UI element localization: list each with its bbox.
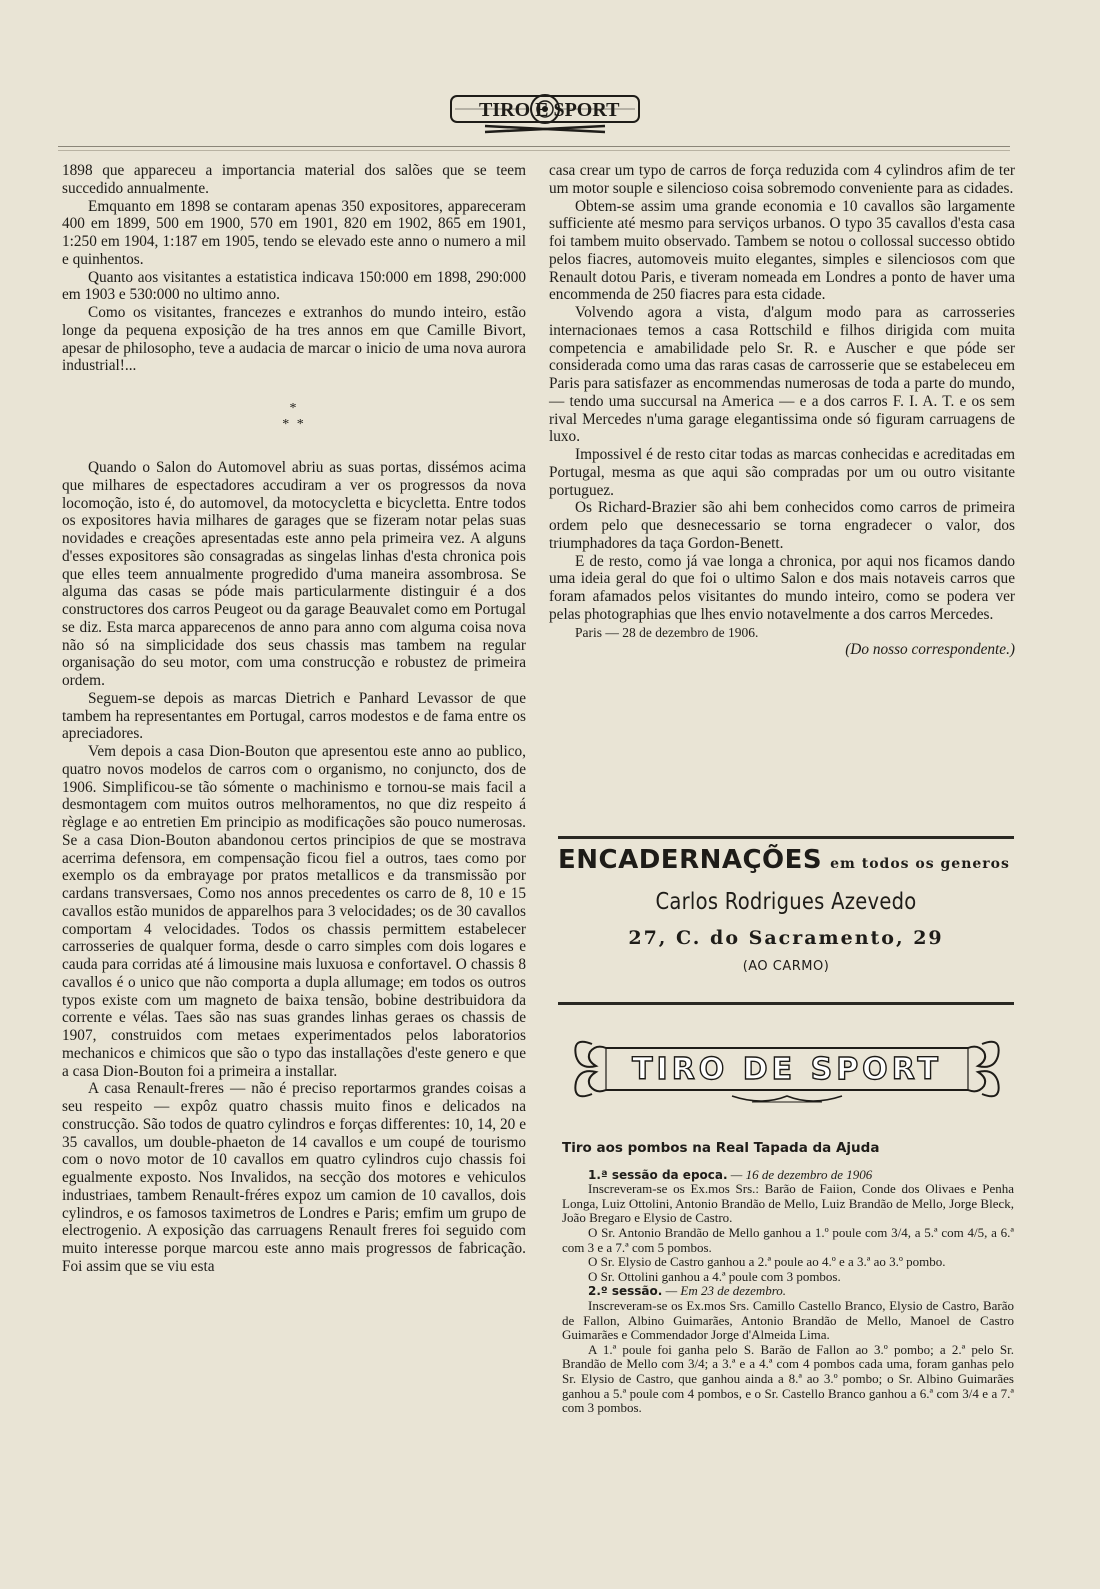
masthead-emblem-icon — [445, 88, 645, 140]
session-heading — [562, 1284, 1014, 1299]
banner-title: TIRO DE SPORT — [632, 1052, 942, 1087]
paragraph: Os Richard-Brazier são ahi bem conhecidos como carros de primeira ordem pelo que desnecessario se torna engradecer o valor, dos triumphadores da taça Gordon-Benett. — [549, 499, 1015, 552]
paragraph: A 1.ª poule foi ganha pelo S. Barão de Fallon ao 3.º pombo; a 2.ª pelo Sr. Brandão de Mello com 3/4; a 3.ª e a 4.ª com 4 pombos cada uma, foram ganhas pelo Sr. Elysio de Castro, que ganhou ainda a 8.ª ao 3.º pombo; o Sr. Albino Guimarães ganhou a 5.ª poule com 4 pombos, e o Sr. Castello Branco ganhou a 6.ª com 3/4 e a 7.ª com 3 pombos. — [562, 1341, 1014, 1416]
session-label: 2.º sessão. — [588, 1284, 663, 1299]
ad-title-line — [558, 845, 1014, 875]
session-date: — Em 23 de dezembro. — [665, 1283, 787, 1299]
ad-note: (AO CARMO) — [742, 959, 830, 974]
paragraph: Inscreveram-se os Ex.mos Srs. Camillo Castello Branco, Elysio de Castro, Barão de Fallon, Albino Guimarães, Antonio Brandão de Mello, Manoel de Castro Guimarães e Commendador Jorge d'Almeida Lima. — [562, 1297, 1014, 1343]
ad-bottom-rule — [558, 1002, 1014, 1005]
section-separator — [62, 401, 526, 433]
ad-top-rule — [558, 836, 1014, 839]
top-rule-secondary — [58, 150, 1010, 151]
masthead-logo — [445, 88, 645, 140]
paragraph: Seguem-se depois as marcas Dietrich e Panhard Levassor de que tambem ha representantes em Portugal, carros modestos e de fama entre os apreciadores. — [62, 689, 526, 743]
right-column — [549, 162, 1015, 659]
paragraph: casa crear um typo de carros de força reduzida com 4 cylindros afim de ter um motor souple e silencioso coisa sobremodo conveniente para as cidades. — [549, 162, 1015, 197]
session-date: — 16 de dezembro de 1906 — [730, 1166, 873, 1182]
paragraph: Obtem-se assim uma grande economia e 10 cavallos são largamente sufficiente até mesmo para serviços urbanos. O typo 35 cavallos d'esta casa foi tambem muito observado. Tambem se notou o collossal successo obtido pelos fiacres, automoveis muito elegantes, simples e silenciosos com que Renault dotou Paris, e tiveram nomeada em Londres a ponto de haver uma encommenda de 250 fiacres para esta cidade. — [549, 197, 1015, 304]
paragraph: Vem depois a casa Dion-Bouton que apresentou este anno ao publico, quatro novos modelos de carros com o organismo, no conjuncto, dos de 1906. Simplificou-se tão sómente o machinismo e tornou-se mais facil a desmontagem com muitos outros melhoramentos, no que diz respeito á règlage e ao entretien Em principio as modificações são pouco numerosas. Se a casa Dion-Bouton abandonou certos principios de que se mostrava acerrima defensora, em compensação ficou fiel a outros, taes como por exemplo os da embrayage por pratos metallicos e da transmissão por cardans transversaes, Como nos annos precedentes os carro de 8, 10 e 15 cavallos estão munidos de apparelhos para 3 velocidades; os de 30 cavallos comportam 4 velocidades. Todos os chassis permittem estabelecer carrosseries de qualquer forma, desde o carro simples com dois logares e cauda para corridas até á limousine mais luxuosa e confortavel. O chassis 8 cavallos é o unico que não comporta a dupla allumage; em todos os outros typos existe com um magneto de baixa tensão, bobine destribuidora da corrente e vélas. Taes são nas suas grandes linhas geraes os chassis de 1907, construidos com metaes experimentados pelos laboratorios mechanicos e chimicos que são o typo das installações d'este genero e que a casa Dion-Bouton foi a primeira a installar. — [62, 743, 526, 1080]
paragraph: Como os visitantes, francezes e extranhos do mundo inteiro, estão longe da pequena exposição de ha tres annos em que Camille Bivort, apesar de philosopho, teve a audacia de marcar o inicio de uma nova aurora industrial!... — [62, 304, 526, 375]
paragraph: Quando o Salon do Automovel abriu as suas portas, dissémos acima que milhares de espectadores accudiram a ver os progressos da nova locomoção, isto é, do automovel, da motocycletta e bicycletta. Entre todos os expositores havia milhares de garages que se fizeram notar pelas suas novidades e creações apresentadas este anno pela primeira vez. A alguns d'esses expositores são consagradas as singelas linhas d'esta chronica pois que elles teem annualmente progredido d'uma maneira assombrosa. Se alguma das casas se póde mais particularmente distinguir é a dos constructores dos carros Peugeot ou da garage Beauvalet como em Portugal se diz. Esta marca apparecenos de anno para anno com alguma coisa nova não só na simplicidade dos seus chassis mas tambem na regular organisação do seu motor, com uma construcção e robustez de primeira ordem. — [62, 459, 526, 689]
signature: (Do nosso correspondente.) — [845, 641, 1015, 659]
tiro-de-sport-banner — [562, 1026, 1012, 1112]
section-heading: Tiro aos pombos na Real Tapada da Ajuda — [562, 1140, 880, 1156]
paragraph: Volvendo agora a vista, d'algum modo para as carrosseries internacionaes temos a casa Rottschild e filhos dirigida com muita competencia e amabilidade pelo Sr. R. e Auscher e que póde ser considerada como uma das raras casas de carrosserie que se estabeleceu em Paris para satisfazer as encommendas numerosas de toda a parte do mundo, — tendo uma succursal na America — e a dos carros F. I. A. T. e os sem rival Mercedes n'uma garage elegantissima onde só figuram carruagens de luxo. — [549, 304, 1015, 446]
paragraph: Impossivel é de resto citar todas as marcas conhecidas e acreditadas em Portugal, mesma as que aqui são compradas por um ou outro visitante portuguez. — [549, 446, 1015, 499]
ad-subtitle: em todos os generos — [830, 856, 1010, 872]
bookbinding-advertisement — [558, 845, 1014, 974]
session-label: 1.ª sessão da epoca. — [588, 1167, 728, 1182]
separator-stars-bottom: * * — [282, 417, 306, 432]
paragraph: A casa Renault-freres — não é preciso reportarmos grandes coisas a seu respeito — expôz quatro chassis muito finos e delicados na construcção. São todos de quatro cylindros e forças differentes: 10, 14, 20 e 35 cavallos, um double-phaeton de 14 cavallos e um coupé de tourismo com o novo motor de 10 cavallos em quatro cylindros cujo chassis foi egualmente exposto. Nos Invalidos, na secção dos motores e vehiculos industriaes, tambem Renault-fréres expoz um camion de 10 cavallos, dois cylindros, e os famosos taximetros de Londres e Paris; emfim um grupo de electrogenio. A exposição das carruagens Renault freres foi seguido com muito interesse porque marcou este anno mais progressos de fabricação. Foi assim que se viu esta — [62, 1080, 526, 1275]
session-heading — [562, 1168, 1014, 1183]
separator-star-top: * — [289, 401, 299, 416]
paragraph: 1898 que appareceu a importancia material dos salões que se teem succedido annualmente. — [62, 162, 526, 197]
paragraph: O Sr. Antonio Brandão de Mello ganhou a 1.º poule com 3/4, a 5.ª com 4/5, a 6.ª com 3 e a 7.ª com 5 pombos. — [562, 1224, 1014, 1255]
ad-title: ENCADERNAÇÕES — [558, 845, 823, 875]
ad-address: 27, C. do Sacramento, 29 — [628, 927, 944, 949]
paragraph: O Sr. Elysio de Castro ganhou a 2.ª poule ao 4.º e a 3.ª ao 3.º pombo. — [588, 1254, 946, 1270]
paragraph: Quanto aos visitantes a estatistica indicava 150:000 em 1898, 290:000 em 1903 e 530:000 no ultimo anno. — [62, 268, 526, 304]
paragraph: O Sr. Ottolini ganhou a 4.ª poule com 3 pombos. — [588, 1268, 841, 1284]
paragraph: Inscreveram-se os Ex.mos Srs.: Barão de Faiion, Conde dos Olivaes e Penha Longa, Luiz Ottolini, Antonio Brandão de Mello, Luiz Brandão de Mello, Jorge Bleck, João Bregaro e Elysio de Castro. — [562, 1181, 1014, 1226]
paragraph: E de resto, como já vae longa a chronica, por aqui nos ficamos dando uma ideia geral do que foi o ultimo Salon e dos mais notaveis carros que foram afamados pelos visitantes do mundo inteiro, como se podera ver pelas photographias que lhes envio notavelmente a dos carros Mercedes. — [549, 552, 1015, 623]
top-rule — [58, 146, 1010, 147]
masthead-text: TIRO E SPORT — [479, 99, 620, 121]
left-column — [62, 162, 526, 1276]
dateline: Paris — 28 de dezembro de 1906. — [575, 624, 759, 640]
paragraph: Emquanto em 1898 se contaram apenas 350 expositores, appareceram 400 em 1899, 500 em 1900, 570 em 1901, 820 em 1902, 865 em 1901, 1:250 em 1904, 1:187 em 1905, tendo se elevado este anno o numero a mil e quinhentos. — [62, 197, 526, 268]
pigeon-shooting-report — [562, 1141, 1014, 1416]
ad-name: Carlos Rodrigues Azevedo — [655, 889, 917, 915]
